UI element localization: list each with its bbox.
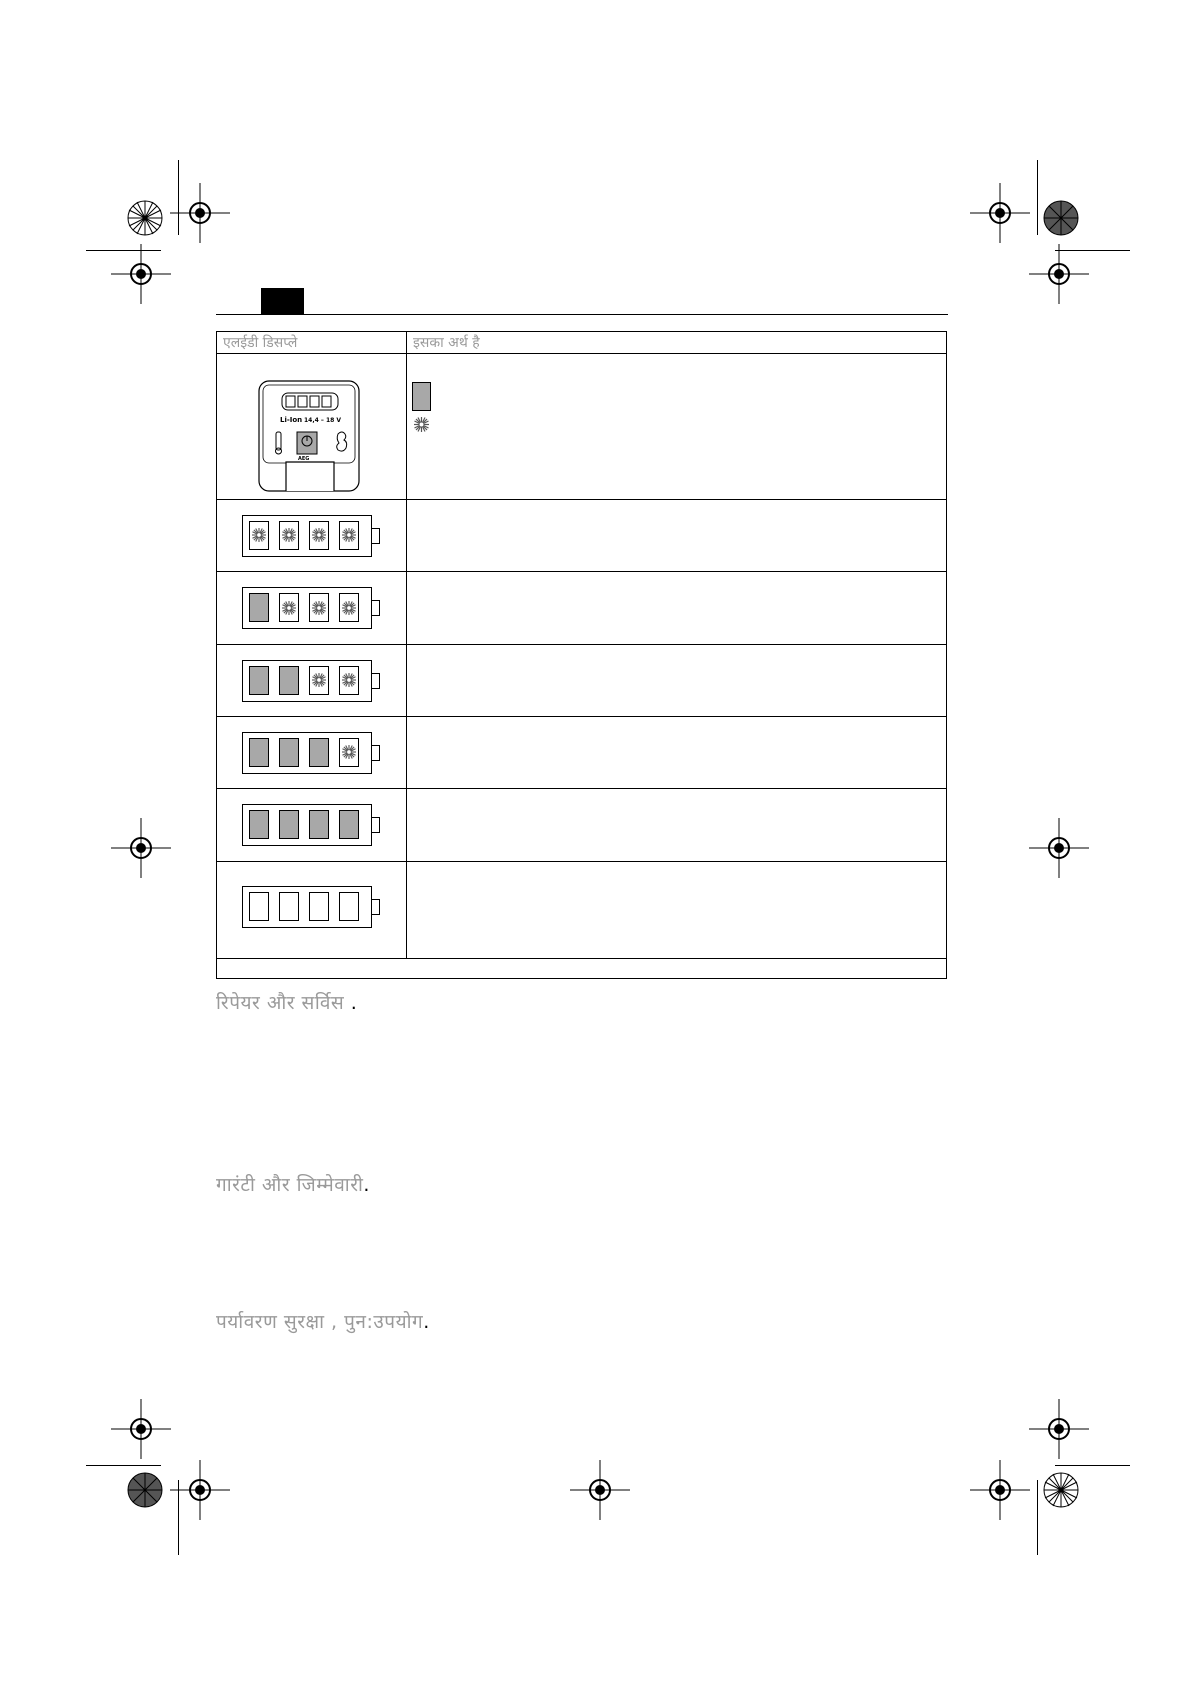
heading-repair-service: रिपेयर और सर्विस . bbox=[216, 992, 358, 1014]
led-off bbox=[279, 892, 299, 921]
registration-sunburst bbox=[127, 1472, 163, 1508]
blink-star-icon bbox=[414, 417, 429, 432]
led-lit bbox=[309, 738, 329, 767]
registration-crosshair bbox=[111, 1399, 171, 1459]
charger-voltage-label: 14,4 – 18 V bbox=[304, 417, 342, 424]
battery-indicator-icon bbox=[242, 587, 381, 629]
battery-terminal bbox=[372, 673, 380, 689]
charger-illustration bbox=[258, 380, 360, 492]
battery-indicator-icon bbox=[242, 732, 381, 774]
heading-warranty: गारंटी और जिम्मेवारी. bbox=[216, 1174, 370, 1196]
led-lit bbox=[339, 810, 359, 839]
registration-sunburst bbox=[1043, 1472, 1079, 1508]
led-blinking bbox=[249, 521, 269, 550]
led-blinking bbox=[279, 593, 299, 622]
registration-crosshair bbox=[970, 1460, 1030, 1520]
registration-crosshair bbox=[170, 1460, 230, 1520]
battery-terminal bbox=[372, 528, 380, 544]
registration-crosshair bbox=[1029, 818, 1089, 878]
led-blinking bbox=[339, 738, 359, 767]
table-header-meaning: इसका अर्थ है bbox=[413, 335, 480, 351]
battery-row bbox=[217, 500, 406, 571]
registration-crosshair bbox=[970, 183, 1030, 243]
led-lit bbox=[279, 738, 299, 767]
led-off bbox=[309, 892, 329, 921]
battery-row bbox=[217, 789, 406, 861]
led-lit bbox=[279, 810, 299, 839]
battery-terminal bbox=[372, 899, 380, 915]
registration-crosshair bbox=[111, 818, 171, 878]
registration-sunburst bbox=[1043, 200, 1079, 236]
led-off bbox=[249, 892, 269, 921]
led-blinking bbox=[279, 521, 299, 550]
registration-sunburst bbox=[127, 200, 163, 236]
battery-row bbox=[217, 862, 406, 952]
battery-row bbox=[217, 645, 406, 716]
legend-lit-led-swatch bbox=[412, 382, 431, 411]
battery-indicator-icon bbox=[242, 515, 381, 557]
registration-crosshair bbox=[1029, 244, 1089, 304]
led-lit bbox=[279, 666, 299, 695]
battery-row bbox=[217, 572, 406, 644]
charger-brand-label: AEG bbox=[298, 456, 310, 462]
led-blinking bbox=[309, 521, 329, 550]
page-language-tab bbox=[261, 288, 304, 315]
table-header-led-display: एलईडी डिसप्ले bbox=[223, 335, 298, 351]
battery-indicator-icon bbox=[242, 804, 381, 846]
header-rule bbox=[216, 314, 948, 315]
registration-crosshair bbox=[111, 244, 171, 304]
battery-terminal bbox=[372, 817, 380, 833]
registration-crosshair bbox=[1029, 1399, 1089, 1459]
svg-text:Li-Ion: Li-Ion bbox=[280, 416, 303, 424]
battery-indicator-icon bbox=[242, 886, 381, 928]
led-lit bbox=[249, 666, 269, 695]
led-lit bbox=[249, 738, 269, 767]
battery-row bbox=[217, 717, 406, 788]
led-lit bbox=[249, 810, 269, 839]
led-blinking bbox=[339, 666, 359, 695]
led-blinking bbox=[309, 666, 329, 695]
led-lit bbox=[309, 810, 329, 839]
battery-terminal bbox=[372, 745, 380, 761]
battery-indicator-icon bbox=[242, 660, 381, 702]
registration-crosshair bbox=[570, 1460, 630, 1520]
led-blinking bbox=[309, 593, 329, 622]
led-off bbox=[339, 892, 359, 921]
led-blinking bbox=[339, 521, 359, 550]
led-lit bbox=[249, 593, 269, 622]
registration-crosshair bbox=[170, 183, 230, 243]
heading-environment-recycling: पर्यावरण सुरक्षा , पुन:उपयोग. bbox=[216, 1311, 430, 1333]
battery-terminal bbox=[372, 600, 380, 616]
led-blinking bbox=[339, 593, 359, 622]
